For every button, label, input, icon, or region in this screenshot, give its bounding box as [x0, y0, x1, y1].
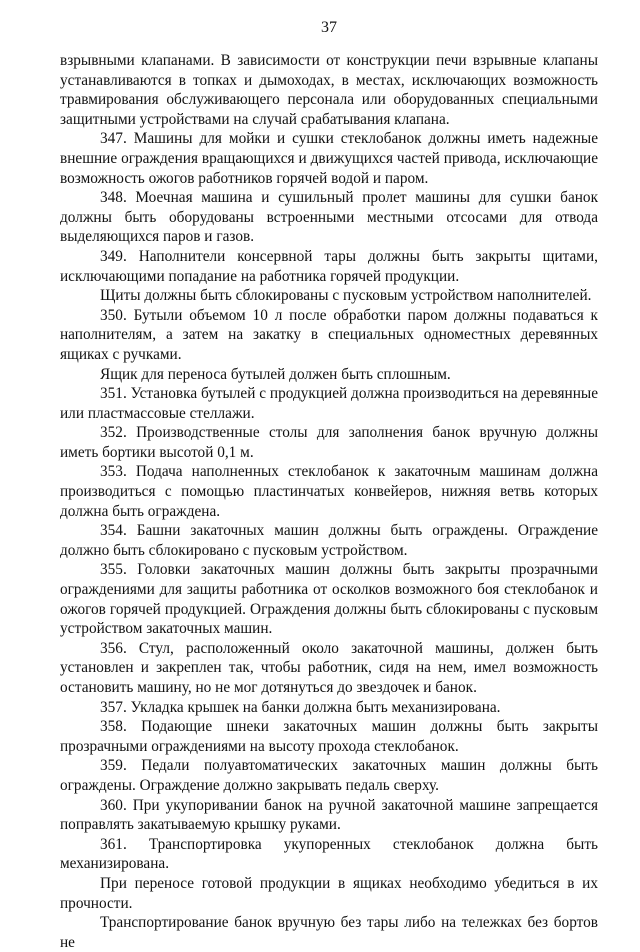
paragraph-358: 358. Подающие шнеки закаточных машин должны быть закрыты прозрачными ограждениями на высоту прохода стеклобанок.	[60, 718, 598, 755]
paragraph-351: 351. Установка бутылей с продукцией должна производиться на деревянные или пластмассовые стеллажи.	[60, 385, 598, 422]
paragraph-355: 355. Головки закаточных машин должны быть закрыты прозрачными ограждениями для защиты работника от осколков возможного боя стеклобанок и ожогов горячей продукцией. Ограждения должны быть сблокированы с пусковым устройством закаточных машин.	[60, 561, 598, 638]
paragraph-347: 347. Машины для мойки и сушки стеклобанок должны иметь надежные внешние ограждения вращающихся и движущихся частей привода, исключающие возможность ожогов работников горячей водой и паром.	[60, 130, 598, 187]
paragraph-348: 348. Моечная машина и сушильный пролет машины для сушки банок должны быть оборудованы встроенными местными отсосами для отвода выделяющихся паров и газов.	[60, 189, 598, 246]
paragraph-353: 353. Подача наполненных стеклобанок к закаточным машинам должна производиться с помощью пластинчатых конвейеров, нижняя ветвь которых должна быть ограждена.	[60, 463, 598, 520]
paragraph-361-note: При переносе готовой продукции в ящиках необходимо убедиться в их прочности.	[60, 874, 598, 912]
paragraph-continuation: взрывными клапанами. В зависимости от конструкции печи взрывные клапаны устанавливаются в топках и дымоходах, в местах, исключающих возможность травмирования обслуживающего персонала или оборудованных специальными защитными устройствами на случай срабатывания клапана.	[60, 52, 598, 128]
page-number: 37	[321, 19, 337, 36]
paragraph-354: 354. Башни закаточных машин должны быть ограждены. Ограждение должно быть сблокировано с пусковым устройством.	[60, 522, 598, 559]
paragraph-350: 350. Бутыли объемом 10 л после обработки паром должны подаваться к наполнителям, а затем на закатку в специальных одноместных деревянных ящиках с ручками.	[60, 306, 598, 363]
paragraph-349: 349. Наполнители консервной тары должны быть закрыты щитами, исключающими попадание на работника горячей продукции.	[60, 247, 598, 285]
paragraph-350-note: Ящик для переноса бутылей должен быть сплошным.	[100, 365, 451, 383]
body-text	[60, 51, 598, 952]
paragraph-356: 356. Стул, расположенный около закаточной машины, должен быть установлен и закреплен так, чтобы работник, сидя на нем, имел возможность остановить машину, но не мог дотянуться до звездочек и банок.	[60, 639, 598, 696]
paragraph-352: 352. Производственные столы для заполнения банок вручную должны иметь бортики высотой 0,1 м.	[60, 424, 598, 461]
paragraph-361: 361. Транспортировка укупоренных стеклобанок должна быть механизирована.	[60, 835, 598, 873]
paragraph-transport: Транспортирование банок вручную без тары либо на тележках без бортов не	[60, 914, 598, 951]
paragraph-360: 360. При укупоривании банок на ручной закаточной машине запрещается поправлять закатываемую крышку руками.	[60, 796, 598, 834]
paragraph-349-note: Щиты должны быть сблокированы с пусковым устройством наполнителей.	[100, 287, 592, 305]
paragraph-359: 359. Педали полуавтоматических закаточных машин должны быть ограждены. Ограждение должно закрывать педаль сверху.	[60, 757, 598, 794]
paragraph-357: 357. Укладка крышек на банки должна быть механизирована.	[100, 698, 501, 716]
